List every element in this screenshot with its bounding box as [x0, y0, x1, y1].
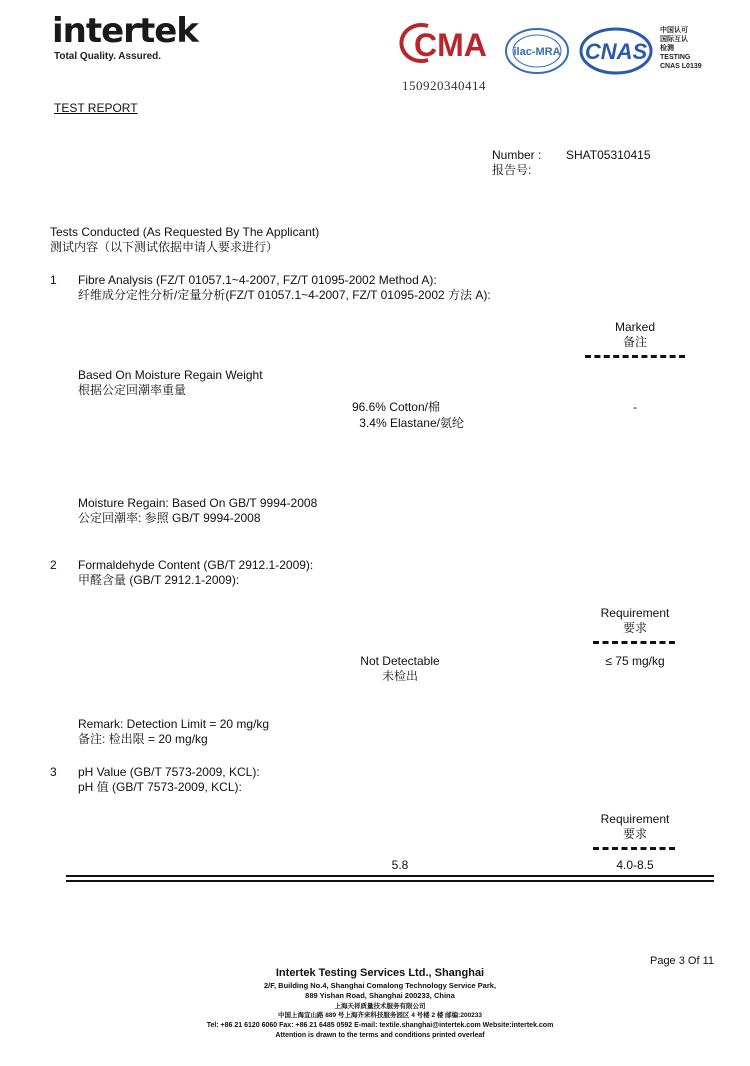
cnas-line: CNAS L0139: [660, 63, 702, 70]
section-number: 2: [50, 558, 57, 572]
requirement-header-cn: 要求: [622, 621, 647, 635]
report-title: TEST REPORT: [54, 101, 138, 115]
cnas-icon: [578, 26, 654, 76]
requirement-header: Requirement: [600, 606, 670, 620]
basis-label-cn: 根据公定回潮率重量: [78, 383, 187, 397]
requirement-header: Requirement: [600, 812, 670, 826]
tests-conducted-heading-cn: 测试内容（以下测试依据申请人要求进行）: [50, 240, 279, 254]
column-divider: [593, 847, 675, 850]
requirement-header-cn: 要求: [622, 827, 647, 841]
footer-address-cn: 上海天祥质量技术服务有限公司: [334, 1003, 426, 1010]
tests-conducted-heading: Tests Conducted (As Requested By The Applicant): [50, 225, 320, 239]
cma-text: CMA: [414, 27, 487, 63]
column-divider: [585, 355, 685, 358]
closing-rule: [66, 880, 714, 882]
column-divider: [593, 641, 675, 644]
footer-address: 889 Yishan Road, Shanghai 200233, China: [305, 991, 455, 1000]
section-number: 1: [50, 273, 57, 287]
ilac-text: ilac-MRA: [513, 46, 561, 58]
ilac-mra-icon: [504, 26, 570, 76]
formaldehyde-result-cn: 未检出: [381, 669, 418, 683]
basis-label: Based On Moisture Regain Weight: [78, 368, 263, 382]
formaldehyde-requirement: ≤ 75 mg/kg: [605, 654, 665, 668]
footer-company: Intertek Testing Services Ltd., Shanghai: [275, 967, 485, 979]
detection-remark-cn: 备注: 检出限 = 20 mg/kg: [78, 732, 208, 746]
detection-remark: Remark: Detection Limit = 20 mg/kg: [78, 717, 270, 731]
marked-header: Marked: [614, 320, 655, 334]
cnas-caption: [660, 26, 702, 71]
ph-requirement: 4.0-8.5: [616, 858, 654, 872]
cnas-line: 检测: [660, 45, 674, 52]
footer-contact: Tel: +86 21 6120 6060 Fax: +86 21 6485 0592 E-mail: textile.shanghai@intertek.com Website:intertek.com: [206, 1022, 554, 1029]
marked-value: -: [633, 400, 637, 414]
number-label: Number :: [492, 148, 542, 162]
page-number: Page 3 Of 11: [649, 955, 714, 967]
cnas-text: CNAS: [584, 39, 648, 64]
moisture-note: Moisture Regain: Based On GB/T 9994-2008: [78, 496, 318, 510]
fibre-analysis-title-cn: 纤维成分定性分析/定量分析(FZ/T 01057.1~4-2007, FZ/T 01095-2002 方法 A):: [78, 288, 491, 302]
footer-attention: Attention is drawn to the terms and conditions printed overleaf: [275, 1032, 485, 1039]
cnas-line: 国际互认: [660, 36, 688, 43]
intertek-logo: intertek: [52, 11, 198, 51]
report-number-value: SHAT05310415: [566, 148, 651, 162]
elastane-result: 3.4% Elastane/氨纶: [359, 416, 464, 430]
cnas-line: 中国认可: [660, 27, 688, 34]
marked-header-cn: 备注: [622, 335, 647, 349]
moisture-note-cn: 公定回潮率: 参照 GB/T 9994-2008: [78, 511, 261, 525]
number-label-cn: 报告号:: [492, 163, 532, 177]
cma-number: 150920340414: [402, 78, 486, 93]
cotton-result: 96.6% Cotton/棉: [351, 400, 440, 414]
cnas-line: TESTING: [660, 54, 691, 61]
logo-tagline: Total Quality. Assured.: [54, 51, 162, 62]
footer-address-cn: 中国上海宜山路 889 号上海齐来科技服务园区 4 号楼 2 楼 邮编:200233: [277, 1012, 483, 1019]
closing-rule: [66, 875, 714, 877]
ph-result: 5.8: [391, 858, 409, 872]
cma-seal-icon: [398, 22, 498, 64]
formaldehyde-result: Not Detectable: [360, 654, 440, 668]
fibre-analysis-title: Fibre Analysis (FZ/T 01057.1~4-2007, FZ/T 01095-2002 Method A):: [78, 273, 437, 287]
formaldehyde-title: Formaldehyde Content (GB/T 2912.1-2009):: [78, 558, 314, 572]
section-number: 3: [50, 765, 57, 779]
ph-title-cn: pH 值 (GB/T 7573-2009, KCL):: [78, 780, 242, 794]
footer-address: 2/F, Building No.4, Shanghai Comalong Technology Service Park,: [264, 981, 496, 990]
ph-title: pH Value (GB/T 7573-2009, KCL):: [78, 765, 260, 779]
formaldehyde-title-cn: 甲醛含量 (GB/T 2912.1-2009):: [78, 573, 240, 587]
